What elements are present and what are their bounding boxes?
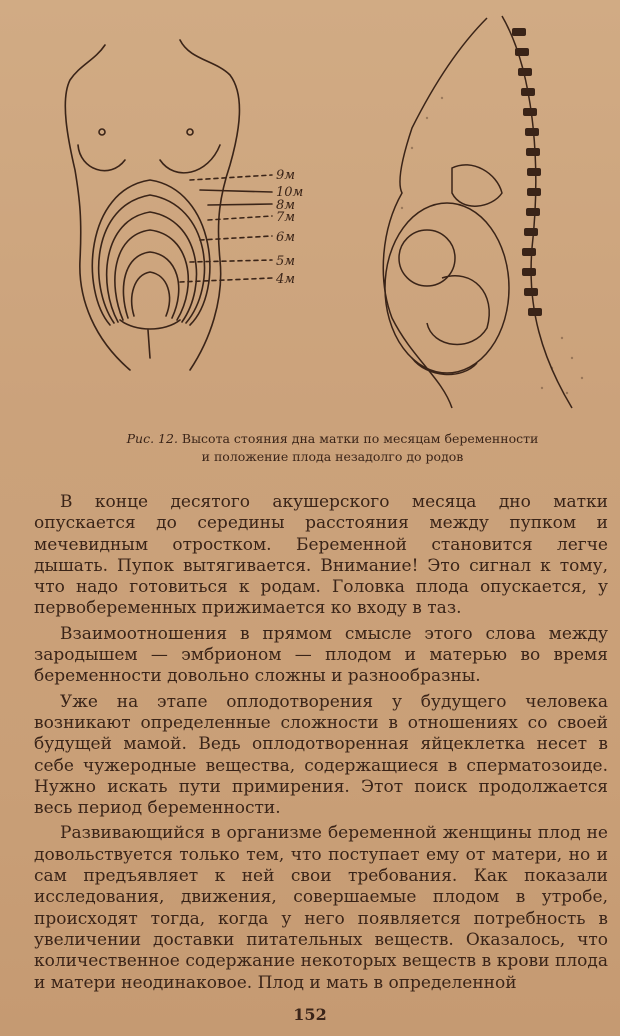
left-nipple: [99, 129, 105, 135]
right-nipple: [187, 129, 193, 135]
right-breast: [160, 145, 220, 173]
body-front-outline: [383, 18, 487, 408]
midline: [148, 330, 150, 358]
fetal-body: [427, 276, 489, 345]
label-9m: 9м: [276, 168, 296, 183]
uterus-outline: [385, 203, 509, 373]
paragraph-3: Уже на этапе оплодотворения у будущего человека возникают определенные сложности в отношениях со своей будущей мамой. Ведь оплодотворенная яйцеклетка несет в себе чужеродные вещества, содержащиеся в сперматозоиде. Нужно искать пути примирения. Этот поиск продолжается весь период беременности.: [34, 691, 608, 819]
page-number: 152: [293, 1005, 327, 1024]
figure-caption: [60, 430, 605, 466]
curve-8m: [99, 195, 205, 323]
caption-line-2: и положение плода незадолго до родов: [201, 449, 464, 464]
curve-4m: [132, 272, 170, 316]
left-breast: [78, 145, 125, 171]
label-4m: 4м: [276, 272, 296, 287]
paragraph-2: Взаимоотношения в прямом смысле этого слова между зародышем — эмбрионом — плодом и матерью во время беременности довольно сложны и разнообразны.: [34, 623, 608, 687]
fetus-section-illustration: [372, 8, 610, 413]
organs: [452, 165, 502, 206]
caption-line-1: Высота стояния дна матки по месяцам беременности: [181, 431, 539, 446]
pubic-line: [120, 320, 180, 329]
paragraph-1: В конце десятого акушерского месяца дно матки опускается до середины расстояния между пупком и мечевидным отростком. Беременной становится легче дышать. Пупок вытягивается. Внимание! Это сигнал к тому, что надо готовиться к родам. Головка плода опускается, у первобеременных прижимается ко входу в таз.: [34, 492, 608, 619]
label-10m: 10м: [276, 185, 304, 200]
body-text: [34, 492, 608, 998]
label-8m: 8м: [276, 198, 296, 213]
label-7m: 7м: [276, 210, 296, 225]
paragraph-4: Развивающийся в организме беременной женщины плод не довольствуется только тем, что поступает ему от матери, но и сам предъявляет к ней свои требования. Как показали исследования, движения, совершаемые плодом в утробе, происходят тогда, когда у него появляется потребность в увеличении доставки питательных веществ. Оказалось, что количественное содержание некоторых веществ в крови плода и матери неодинаковое. Плод и мать в определенной: [34, 823, 608, 993]
torso-left-outline: [65, 45, 130, 370]
label-6m: 6м: [276, 230, 296, 245]
label-5m: 5м: [276, 254, 296, 269]
fetal-head: [399, 230, 455, 286]
fundal-height-illustration: [40, 20, 330, 380]
caption-label: Рис. 12.: [126, 431, 178, 446]
